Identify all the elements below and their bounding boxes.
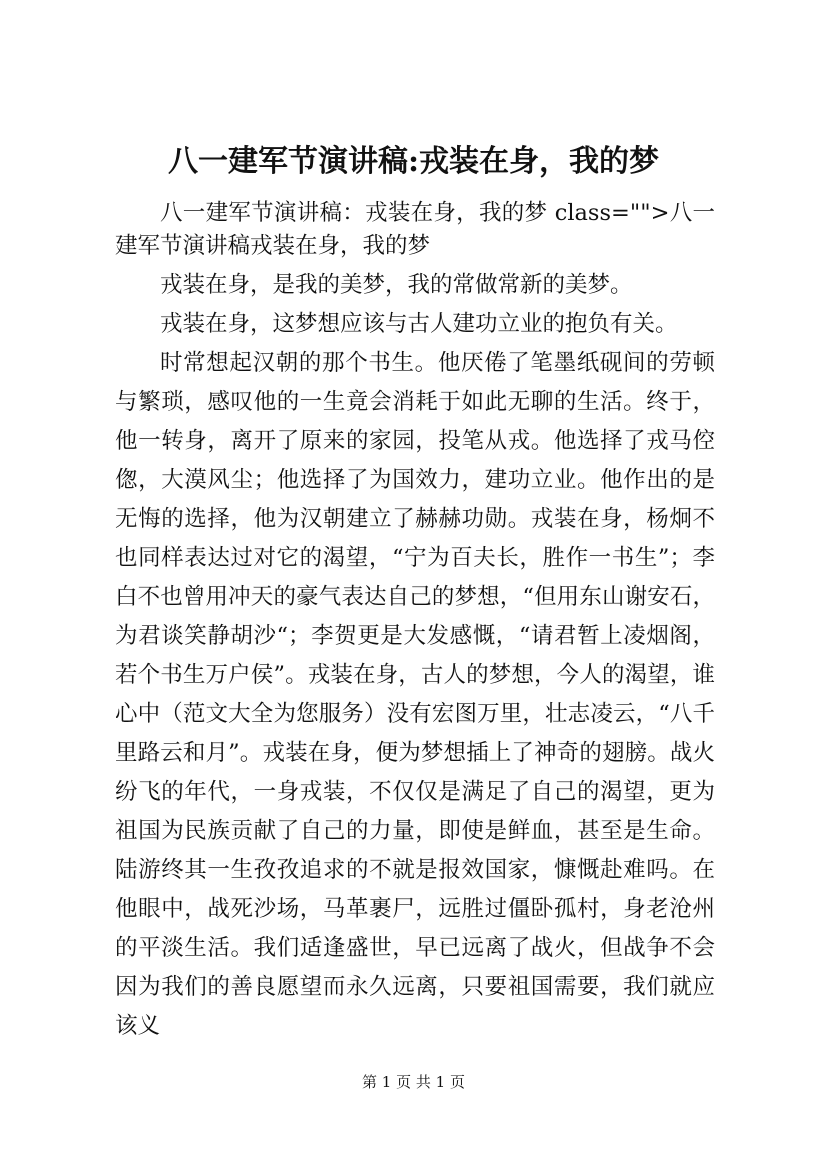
document-title: 八一建军节演讲稿:戎装在身，我的梦 [167,144,660,179]
paragraph-history: 时常想起汉朝的那个书生。他厌倦了笔墨纸砚间的劳顿与繁琐，感叹他的一生竟会消耗于如此无聊的生活。终于，他一转身，离开了原来的家园，投笔从戎。他选择了戎马倥偬，大漠风尘；他选择了为国效力，建功立业。他作出的是无悔的选择，他为汉朝建立了赫赫功勋。戎装在身，杨炯不也同样表达过对它的渴望，“宁为百夫长，胜作一书生”；李白不也曾用冲天的豪气表达自己的梦想，“但用东山谢安石，为君谈笑静胡沙“；李贺更是大发感慨，“请君暂上凌烟阁，若个书生万户侯”。戎装在身，古人的梦想，今人的渴望，谁心中（范文大全为您服务）没有宏图万里，壮志凌云，“八千里路云和月”。戎装在身，便为梦想插上了神奇的翅膀。战火纷飞的年代，一身戎装，不仅仅是满足了自己的渴望，更为祖国为民族贡献了自己的力量，即使是鲜血，甚至是生命。陆游终其一生孜孜追求的不就是报效国家，慷慨赴难吗。在他眼中，战死沙场，马革裹尸，远胜过僵卧孤村，身老沧州的平淡生活。我们适逢盛世，早已远离了战火，但战争不会因为我们的善良愿望而永久远离，只要祖国需要，我们就应该义 [115,350,715,1039]
paragraph-dream: 戎装在身，是我的美梦，我的常做常新的美梦。 [160,272,633,298]
paragraph-intro: 八一建军节演讲稿：戎装在身，我的梦 class="">八一建军节演讲稿戎装在身，我的梦 [115,200,715,259]
page-footer: 第 1 页 共 1 页 [362,1073,465,1091]
paragraph-ambition: 戎装在身，这梦想应该与古人建功立业的抱负有关。 [160,311,678,337]
document-body [115,197,715,1046]
